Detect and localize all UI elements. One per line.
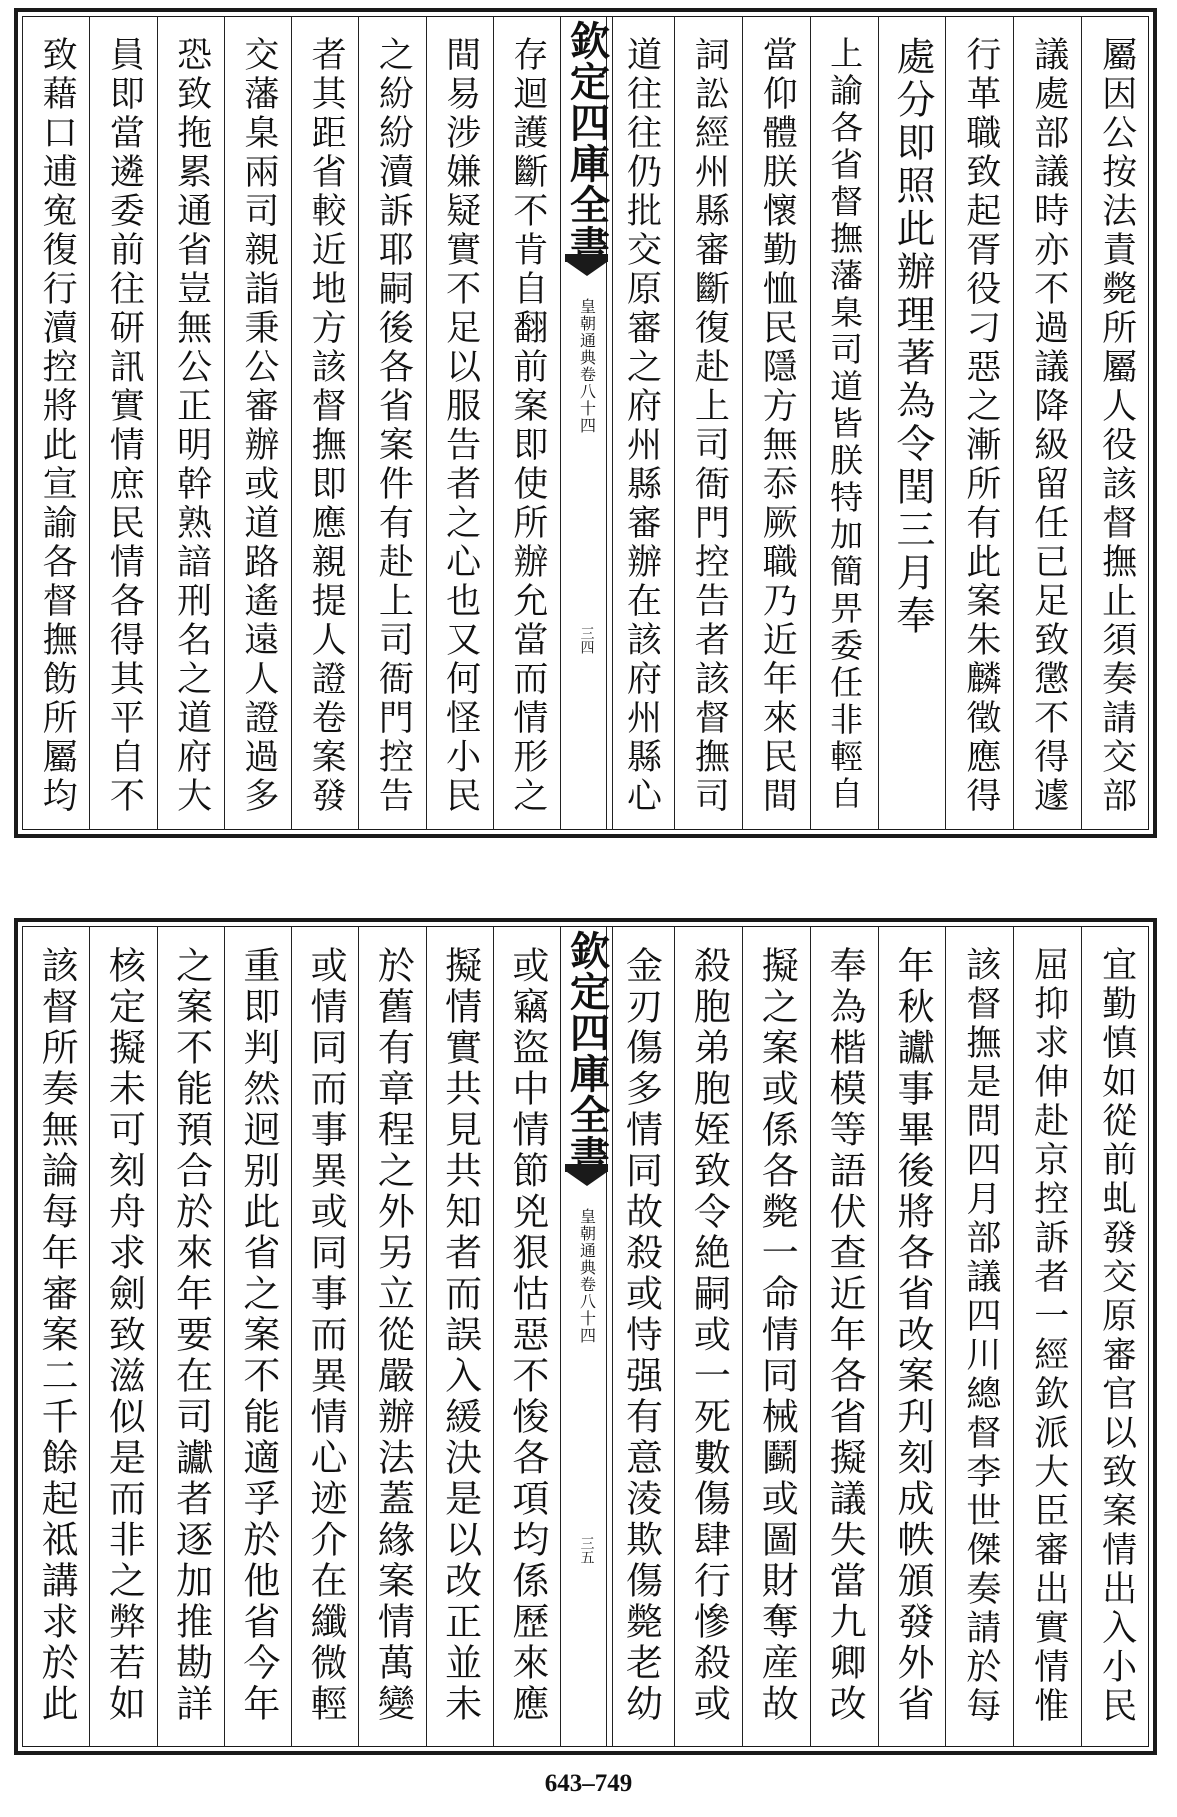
text-column [606, 16, 675, 830]
left-half-text [22, 16, 560, 830]
text-column [810, 926, 879, 1747]
column-text: 重即判然迥别此省之案不能適孚於他省今年 [236, 946, 280, 1725]
text-column [291, 16, 359, 830]
column-text: 或竊盜中情節兇狠怙惡不悛各項均係歷來應 [505, 946, 549, 1725]
column-text: 當仰體朕懷勤恤民隱方無忝厥職乃近年來民間 [757, 36, 798, 816]
column-text: 於舊有章程之外另立從嚴辦法蓋緣案情萬變 [371, 946, 415, 1725]
text-column [426, 926, 494, 1747]
text-column [493, 926, 561, 1747]
column-text: 恐致拖累通省豈無公正明幹熟諳刑名之道府大 [171, 36, 212, 816]
text-column [358, 16, 426, 830]
column-text: 處分即照此辦理著為令閏三月奉 [889, 36, 935, 638]
column-text: 致藉口逋寃復行瀆控將此宣諭各督撫飭所屬均 [37, 36, 78, 816]
book-title: 欽定四庫全書 [563, 20, 611, 266]
text-column [878, 926, 947, 1747]
column-text: 宜勤慎如從前虬發交原審官以致案情出入小民 [1096, 946, 1137, 1726]
book-spine-column [560, 16, 613, 830]
text-column [1081, 926, 1150, 1747]
column-text: 存迴護斷不肯自翻前案即使所辦允當而情形之 [507, 36, 548, 816]
column-text: 員即當遴委前往研訊實情庶民情各得其平自不 [104, 36, 145, 816]
top-page [14, 8, 1157, 838]
column-text: 擬情實共見共知者而誤入緩決是以改正並未 [438, 946, 482, 1725]
column-text: 擬之案或係各斃一命情同械鬬或圖財奪産故 [755, 946, 799, 1725]
right-half-text [606, 16, 1149, 830]
column-text: 道往往仍批交原審之府州縣審辦在該府州縣心 [621, 36, 662, 816]
text-column [742, 926, 811, 1747]
text-column [22, 16, 90, 830]
text-column [224, 16, 292, 830]
text-column [606, 926, 675, 1747]
text-column [945, 926, 1014, 1747]
text-column [358, 926, 426, 1747]
page-number-footer: 643–749 [544, 1770, 633, 1797]
column-text: 者其距省較近地方該督撫即應親提人證卷案發 [306, 36, 347, 816]
column-text: 屈抑求伸赴京控訴者一經欽派大臣審出實情惟 [1028, 946, 1069, 1726]
column-text: 屬因公按法責斃所屬人役該督撫止須奏請交部 [1096, 36, 1137, 816]
text-column [1013, 16, 1082, 830]
column-text: 交藩臬兩司親詣秉公審辦或道路遙遠人證過多 [238, 36, 279, 816]
text-column [291, 926, 359, 1747]
column-text: 詞訟經州縣審斷復赴上司衙門控告者該督撫司 [689, 36, 730, 816]
text-column [22, 926, 90, 1747]
text-column [157, 926, 225, 1747]
folio-number: 三五 [578, 1536, 595, 1564]
text-column [742, 16, 811, 830]
text-column [426, 16, 494, 830]
fish-tail-ornament [565, 1164, 608, 1198]
right-half-text [606, 926, 1149, 1747]
column-text: 奉為楷模等語伏查近年各省擬議失當九卿改 [823, 946, 867, 1725]
bottom-page [14, 918, 1157, 1755]
column-text: 之紛紛瀆訴耶嗣後各省案件有赴上司衙門控告 [373, 36, 414, 816]
column-text: 上諭各省督撫藩臬司道皆朕特加簡畀委任非輕自 [825, 36, 865, 813]
text-column [878, 16, 947, 830]
volume-label: 皇朝通典卷八十四 [577, 1208, 597, 1344]
text-column [224, 926, 292, 1747]
text-column [89, 926, 157, 1747]
column-text: 金刃傷多情同故殺或恃强有意淩欺傷斃老幼 [619, 946, 663, 1725]
text-column [945, 16, 1014, 830]
volume-label: 皇朝通典卷八十四 [577, 298, 597, 434]
column-text: 殺胞弟胞姪致令絶嗣或一死數傷肆行慘殺或 [687, 946, 731, 1725]
text-column [674, 16, 743, 830]
column-text: 核定擬未可刻舟求劍致滋似是而非之弊若如 [102, 946, 146, 1725]
column-text: 該督撫是問四月部議四川總督李世傑奏請於每 [960, 946, 1001, 1726]
text-column [810, 16, 879, 830]
column-text: 該督所奏無論每年審案二千餘起祗講求於此 [35, 946, 79, 1725]
text-column [493, 16, 561, 830]
text-column [1013, 926, 1082, 1747]
column-text: 之案不能預合於來年要在司讞者逐加推勘詳 [169, 946, 213, 1725]
book-spine-column [560, 926, 613, 1747]
fish-tail-ornament [565, 254, 608, 288]
column-text: 或情同而事異或同事而異情心迹介在纖微輕 [304, 946, 348, 1725]
text-column [157, 16, 225, 830]
column-text: 年秋讞事畢後將各省改案刋刻成帙頒發外省 [890, 946, 934, 1725]
text-column [674, 926, 743, 1747]
text-column [89, 16, 157, 830]
folio-number: 三四 [578, 626, 595, 654]
left-half-text [22, 926, 560, 1747]
column-text: 行革職致起胥役刁惡之漸所有此案朱麟徵應得 [960, 36, 1001, 816]
book-title: 欽定四庫全書 [563, 930, 611, 1176]
column-text: 議處部議時亦不過議降級留任已足致懲不得遽 [1028, 36, 1069, 816]
text-column [1081, 16, 1150, 830]
column-text: 間易涉嫌疑實不足以服告者之心也又何怪小民 [440, 36, 481, 816]
